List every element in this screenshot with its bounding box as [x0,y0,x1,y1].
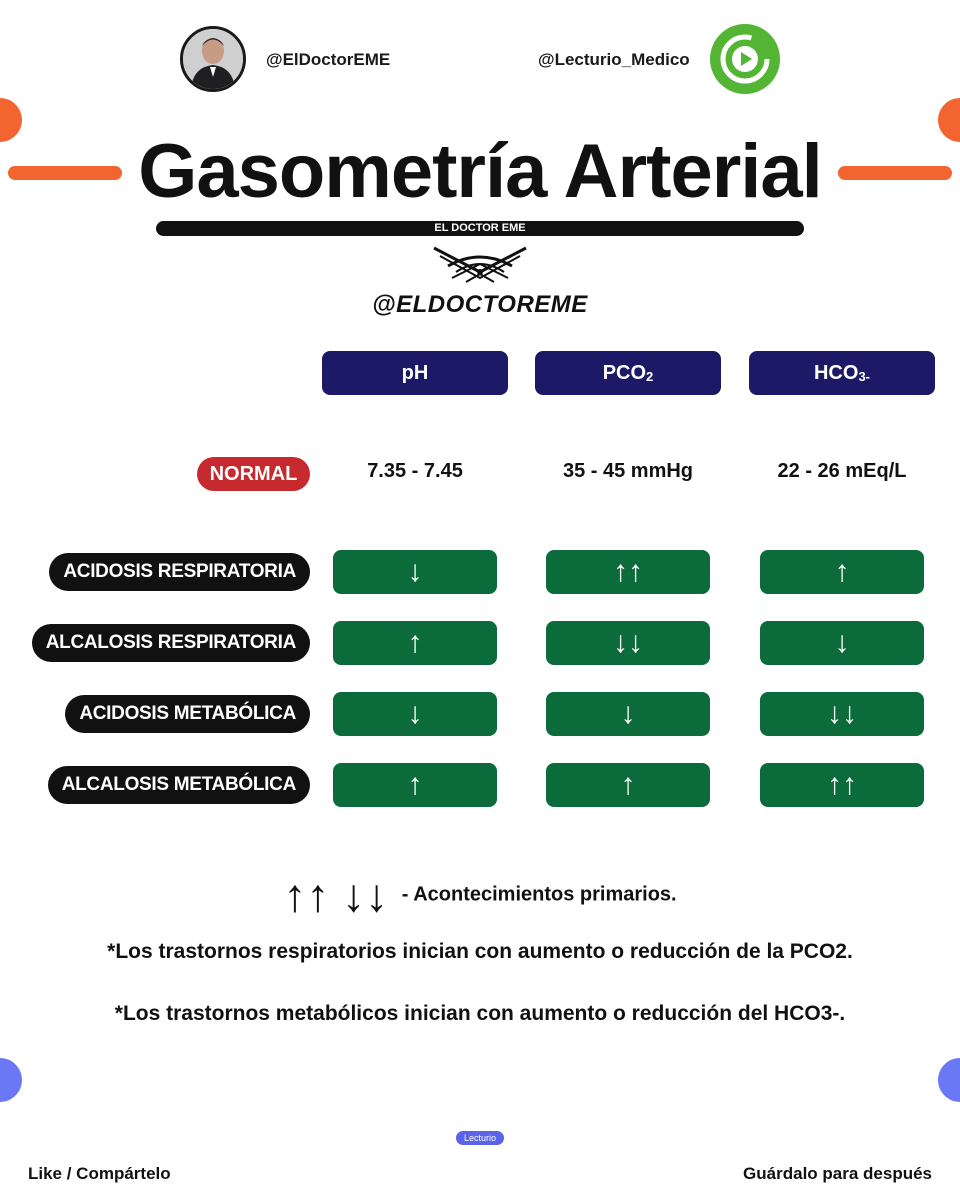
cell-hco3: ↓ [760,621,924,665]
cell-ph: ↑ [333,621,497,665]
legend-arrows: ↑↑ ↓↓ [283,869,389,921]
column-header-label: HCO [813,361,859,384]
column-header-subscript: 3- [858,368,870,384]
normal-badge: NORMAL [197,457,310,491]
legend [0,868,960,922]
blue-dot-right [938,1058,960,1102]
footer-save-later[interactable]: Guárdalo para después [743,1164,932,1183]
avatar [180,26,246,92]
legend-text: - Acontecimientos primarios. [401,883,677,906]
column-header-pco2 [535,351,721,395]
note-metabolic: *Los trastornos metabólicos inician con aumento o reducción del HCO3-. [114,1002,846,1025]
cell-ph: ↑ [333,763,497,807]
cell-hco3: ↑↑ [760,763,924,807]
play-icon [710,24,780,94]
column-header-label: pH [401,361,429,384]
handle-lecturio[interactable]: @Lecturio_Medico [538,50,690,69]
subtitle: EL DOCTOR EME [434,222,526,234]
cell-pco2: ↓ [546,692,710,736]
row-label-acidosis-respiratoria: ACIDOSIS RESPIRATORIA [49,553,310,591]
page-title: Gasometría Arterial [138,129,822,214]
footer-like-share[interactable]: Like / Compártelo [28,1164,171,1183]
cell-pco2: ↑↑ [546,550,710,594]
normal-value-ph: 7.35 - 7.45 [367,460,463,482]
row-label-alcalosis-respiratoria: ALCALOSIS RESPIRATORIA [32,624,310,662]
column-header-ph [322,351,508,395]
column-header-label: PCO [602,361,647,384]
person-icon [183,29,243,89]
row-label-alcalosis-metabolica: ALCALOSIS METABÓLICA [48,766,310,804]
note-respiratory: *Los trastornos respiratorios inician con aumento o reducción de la PCO2. [107,940,853,963]
normal-value-pco2: 35 - 45 mmHg [562,460,694,482]
cell-pco2: ↓↓ [546,621,710,665]
brand-handle: @ELDOCTOREME [372,291,588,318]
cell-hco3: ↓↓ [760,692,924,736]
column-header-subscript: 2 [646,368,654,384]
handle-eldoctoreme[interactable]: @ElDoctorEME [266,50,391,69]
column-header-hco3 [749,351,935,395]
cell-ph: ↓ [333,550,497,594]
blue-dot-left [0,1058,22,1102]
brand-emblem-icon [430,242,530,290]
lecturio-logo[interactable] [710,24,780,94]
cell-ph: ↓ [333,692,497,736]
cell-pco2: ↑ [546,763,710,807]
row-label-acidosis-metabolica: ACIDOSIS METABÓLICA [65,695,310,733]
lecturio-badge: Lecturio [456,1131,504,1145]
cell-hco3: ↑ [760,550,924,594]
normal-value-hco3: 22 - 26 mEq/L [777,460,907,482]
